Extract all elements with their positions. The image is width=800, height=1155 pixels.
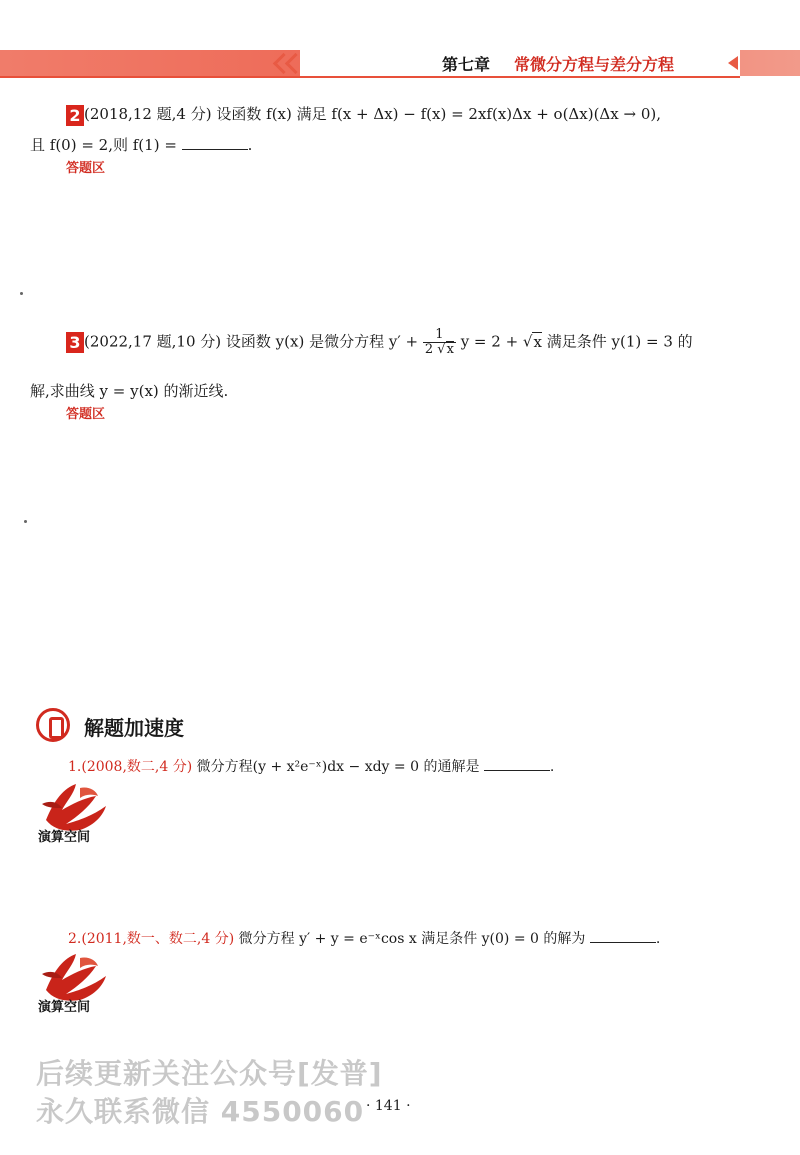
brush-stroke-icon [36,950,122,1002]
watermark-line-1: 后续更新关注公众号[发普] [36,1057,383,1090]
problem-meta: (2018,12 题,4 分) [84,105,212,123]
brush-stroke-icon [36,780,122,832]
scan-dot [20,292,23,295]
section-title: 解题加速度 [84,716,184,740]
problem-text: 且 f(0) = 2,则 f(1) = [30,136,177,154]
exercise-2: 2.(2011,数一、数二,4 分) 微分方程 y′ + y = e⁻ˣcos x 满足条件 y(0) = 0 的解为 . [68,931,661,947]
header-divider [0,76,740,78]
page-number: · 141 · [366,1098,411,1114]
problem-text: 设函数 y(x) 是微分方程 y′ + [225,332,419,351]
answer-blank[interactable] [484,758,550,771]
calc-space-logo [36,780,122,850]
answer-area-label: 答题区 [66,407,106,422]
problem-text: 设函数 f(x) 满足 f(x + Δx) − f(x) = 2xf(x)Δx + o(Δx)(Δx → 0), [216,105,661,123]
exercise-meta: 2.(2011,数一、数二,4 分) [68,931,235,947]
fraction: $\frac{1}{2 √x}$ [424,327,454,357]
triangle-marker-icon [728,56,738,70]
calc-space-label: 演算空间 [38,830,91,845]
chapter-title: 常微分方程与差分方程 [514,55,675,74]
calc-space-label: 演算空间 [38,1000,91,1015]
chapter-label: 第七章 [442,55,491,74]
problem-text: 满足条件 y(1) = 3 的 [546,332,693,351]
exercise-meta: 1.(2008,数二,4 分) [68,759,193,775]
problem-3-line-1: 3 (2022,17 题,10 分) 设函数 y(x) 是微分方程 y′ + $\frac{1}{2 √x}$ y = 2 + √x 满足条件 y(1) = 3 的 [66,328,693,357]
problem-2-line-1 [66,103,661,126]
exercise-text: 微分方程(y + x²e⁻ˣ)dx − xdy = 0 的通解是 [196,759,480,775]
problem-text: y = 2 + [460,332,519,351]
timer-icon [36,708,70,742]
problem-2-line-2: 且 f(0) = 2,则 f(1) = . [30,136,253,154]
problem-3-line-2: 解,求曲线 y = y(x) 的渐近线. [30,382,229,400]
problem-number-badge: 3 [66,332,84,353]
scan-dot [24,520,27,523]
chevron-left-icon [282,50,300,76]
calc-space-logo [36,950,122,1020]
answer-blank[interactable] [590,930,656,943]
sqrt-x: x [533,332,542,351]
problem-meta: (2022,17 题,10 分) [84,332,222,351]
answer-blank[interactable] [182,137,248,150]
exercise-text: 微分方程 y′ + y = e⁻ˣcos x 满足条件 y(0) = 0 的解为 [238,931,586,947]
answer-area-label: 答题区 [66,161,106,176]
exercise-1: 1.(2008,数二,4 分) 微分方程(y + x²e⁻ˣ)dx − xdy = 0 的通解是 . [68,759,555,775]
watermark-line-2: 永久联系微信 4550060 [36,1095,365,1128]
problem-number-badge: 2 [66,105,84,126]
